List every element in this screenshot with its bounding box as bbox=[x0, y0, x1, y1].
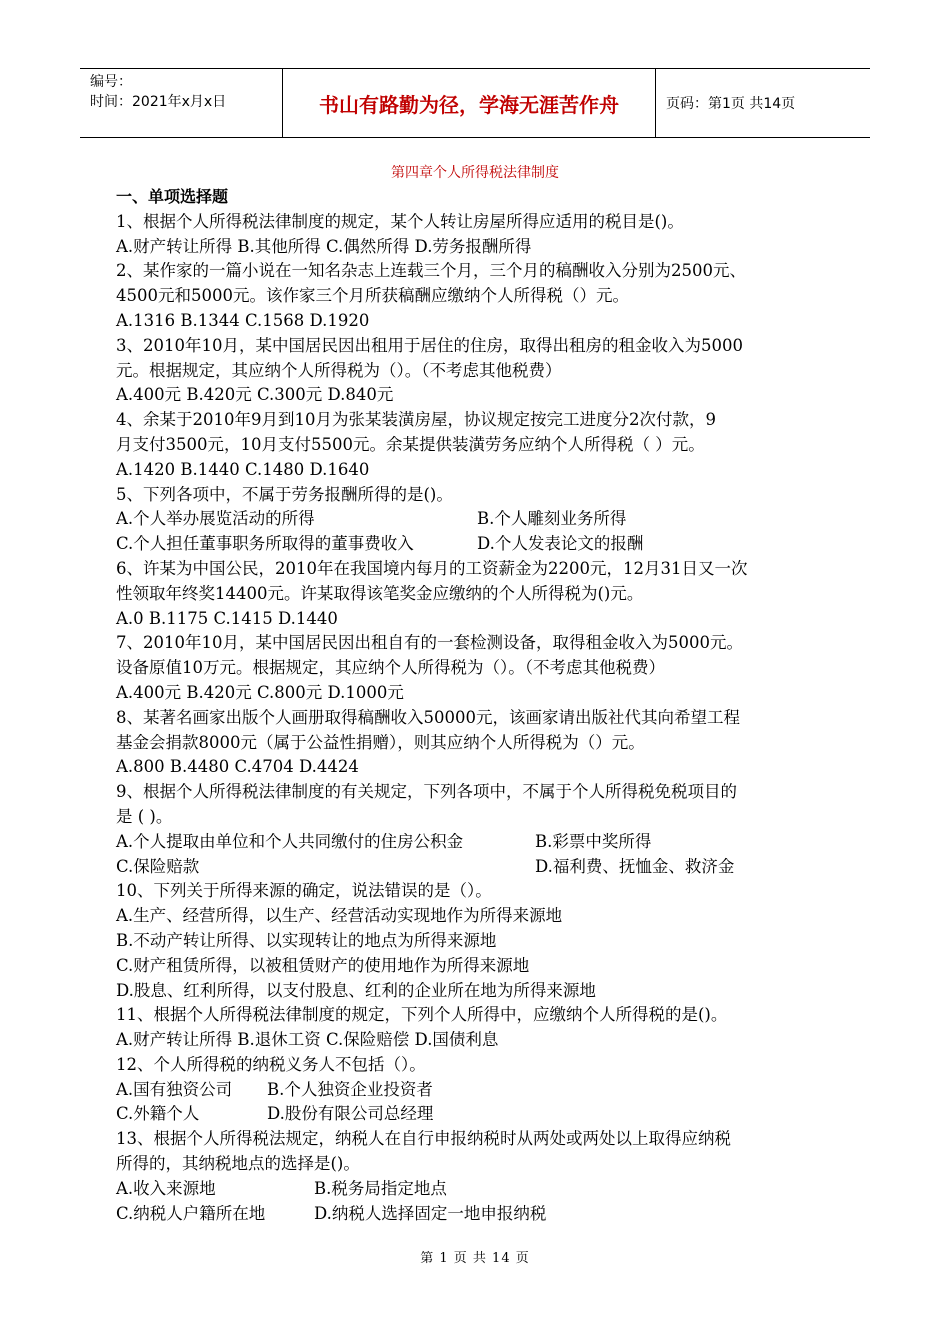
option-row bbox=[116, 1102, 844, 1127]
text-line: 月支付3500元，10月支付5500元。余某提供装潢劳务应纳个人所得税（ ）元。 bbox=[116, 434, 705, 454]
text-line: 设备原值10万元。根据规定，其应纳个人所得税为（）。（不考虑其他税费） bbox=[116, 658, 665, 678]
page-footer: 第 1 页 共 14 页 bbox=[420, 1251, 530, 1266]
option-d: D.福利费、抚恤金、救济金 bbox=[535, 856, 735, 876]
option-row bbox=[116, 1202, 844, 1227]
text-line: 7、2010年10月，某中国居民因出租自有的一套检测设备，取得租金收入为5000元。 bbox=[116, 633, 743, 653]
option-a: A.国有独资公司 bbox=[116, 1079, 233, 1099]
option-b: B.彩票中奖所得 bbox=[535, 831, 652, 851]
text-line: 8、某著名画家出版个人画册取得稿酬收入50000元，该画家请出版社代其向希望工程 bbox=[116, 707, 740, 727]
text-line: 元。根据规定，其应纳个人所得税为（）。（不考虑其他税费） bbox=[116, 360, 562, 380]
text-line: C.财产租赁所得，以被租赁财产的使用地作为所得来源地 bbox=[116, 955, 530, 975]
option-d: D.股份有限公司总经理 bbox=[267, 1104, 434, 1124]
option-row bbox=[116, 1078, 844, 1103]
option-row bbox=[116, 507, 844, 532]
option-b: B.个人独资企业投资者 bbox=[267, 1079, 433, 1099]
option-c: C.个人担任董事职务所取得的董事费收入 bbox=[116, 534, 414, 554]
option-c: C.外籍个人 bbox=[116, 1104, 200, 1124]
header-table bbox=[80, 68, 870, 138]
option-d: D.纳税人选择固定一地申报纳税 bbox=[314, 1203, 547, 1223]
motto: 书山有路勤为径，学海无涯苦作舟 bbox=[283, 69, 656, 137]
text-line: 3、2010年10月，某中国居民因出租用于居住的住房，取得出租房的租金收入为5000 bbox=[116, 335, 743, 355]
text-line: 13、根据个人所得税法规定，纳税人在自行申报纳税时从两处或两处以上取得应纳税 bbox=[116, 1129, 731, 1149]
option-a: A.个人举办展览活动的所得 bbox=[116, 509, 315, 529]
date-line: 时间：2021年x月x日 bbox=[90, 94, 227, 110]
chapter-title: 第四章个人所得税法律制度 bbox=[391, 165, 559, 181]
text-line: 基金会捐款8000元（属于公益性捐赠），则其应纳个人所得税为（）元。 bbox=[116, 732, 645, 752]
option-b: B.个人雕刻业务所得 bbox=[477, 509, 627, 529]
text-line: 9、根据个人所得税法律制度的有关规定，下列各项中，不属于个人所得税免税项目的 bbox=[116, 782, 737, 802]
text-line: A.财产转让所得 B.其他所得 C.偶然所得 D.劳务报酬所得 bbox=[116, 236, 532, 256]
option-b: B.税务局指定地点 bbox=[314, 1178, 447, 1198]
option-row bbox=[116, 830, 844, 855]
text-line: 10、下列关于所得来源的确定，说法错误的是（）。 bbox=[116, 881, 492, 901]
text-line: A.1316 B.1344 C.1568 D.1920 bbox=[116, 310, 370, 330]
text-line: A.400元 B.420元 C.800元 D.1000元 bbox=[116, 682, 404, 702]
text-line: 性领取年终奖14400元。许某取得该笔奖金应缴纳的个人所得税为()元。 bbox=[116, 583, 644, 603]
option-c: C.保险赔款 bbox=[116, 856, 200, 876]
text-line: D.股息、红利所得，以支付股息、红利的企业所在地为所得来源地 bbox=[116, 980, 596, 1000]
section-title: 一、单项选择题 bbox=[116, 187, 229, 206]
text-line: 6、许某为中国公民，2010年在我国境内每月的工资薪金为2200元，12月31日又一次 bbox=[116, 558, 748, 578]
text-line: 是 ( )。 bbox=[116, 806, 173, 826]
text-line: A.400元 B.420元 C.300元 D.840元 bbox=[116, 385, 394, 405]
option-row bbox=[116, 1177, 844, 1202]
option-row bbox=[116, 532, 844, 557]
option-a: A.收入来源地 bbox=[116, 1178, 216, 1198]
text-line: 所得的，其纳税地点的选择是()。 bbox=[116, 1154, 360, 1174]
header-info-cell bbox=[80, 69, 283, 137]
text-line: 12、个人所得税的纳税义务人不包括（）。 bbox=[116, 1054, 426, 1074]
text-line: B.不动产转让所得、以实现转让的地点为所得来源地 bbox=[116, 930, 497, 950]
text-line: 11、根据个人所得税法律制度的规定，下列个人所得中，应缴纳个人所得税的是()。 bbox=[116, 1005, 728, 1025]
text-line: A.0 B.1175 C.1415 D.1440 bbox=[116, 608, 338, 628]
option-a: A.个人提取由单位和个人共同缴付的住房公积金 bbox=[116, 831, 464, 851]
text-line: 4500元和5000元。该作家三个月所获稿酬应缴纳个人所得税（）元。 bbox=[116, 286, 629, 306]
text-line: 1、根据个人所得税法律制度的规定，某个人转让房屋所得应适用的税目是()。 bbox=[116, 211, 684, 231]
text-line: 4、余某于2010年9月到10月为张某装潢房屋，协议规定按完工进度分2次付款，9 bbox=[116, 410, 716, 430]
text-line: 2、某作家的一篇小说在一知名杂志上连载三个月，三个月的稿酬收入分别为2500元、 bbox=[116, 261, 746, 281]
option-row bbox=[116, 855, 844, 880]
text-line: A.800 B.4480 C.4704 D.4424 bbox=[116, 757, 359, 777]
option-c: C.纳税人户籍所在地 bbox=[116, 1203, 266, 1223]
option-d: D.个人发表论文的报酬 bbox=[477, 534, 644, 554]
number-label: 编号： bbox=[90, 74, 132, 90]
text-line: A.财产转让所得 B.退休工资 C.保险赔偿 D.国债利息 bbox=[116, 1030, 499, 1050]
text-line: 5、下列各项中，不属于劳务报酬所得的是()。 bbox=[116, 484, 453, 504]
text-line: A.生产、经营所得，以生产、经营活动实现地作为所得来源地 bbox=[116, 906, 563, 926]
page-info: 页码：第1页 共14页 bbox=[666, 96, 796, 112]
text-line: A.1420 B.1440 C.1480 D.1640 bbox=[116, 459, 370, 479]
document-body bbox=[116, 185, 844, 1226]
